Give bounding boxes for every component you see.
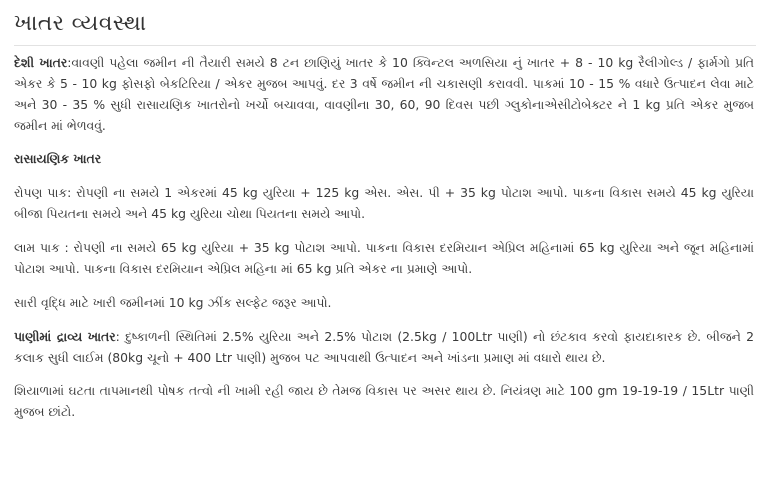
planted-crop-paragraph: રોપણ પાક: રોપણી ના સમયે 1 એકરમાં 45 kg યુરિયા + 125 kg એસ. એસ. પી + 35 kg પોટાશ આપો. પાકના વિકાસ સમયે 45 kg યુરિયા બીજા પિયતના સમયે અને 45 kg યુરિયા ચોથા પિયતના સમયે આપો. xyxy=(14,185,754,221)
chemical-fertilizer-heading: રાસાયણિક ખાતર xyxy=(14,151,102,166)
zinc-sulphate-paragraph: સારી વૃદ્ધિ માટે ખારી જમીનમાં 10 kg ઝીંક સલ્ફેટ જરૂર આપો. xyxy=(14,295,332,310)
soluble-fertilizer-label: પાણીમાં દ્રાવ્ય ખાતર xyxy=(14,329,116,344)
soluble-fertilizer-paragraph xyxy=(14,326,754,368)
page-title: ખાતર વ્યવસ્થા xyxy=(14,11,147,36)
title-divider xyxy=(14,45,756,46)
soluble-fertilizer-text: : દુષ્કાળની સ્થિતિમાં 2.5% યુરિયા અને 2.5% પોટાશ (2.5kg / 100Ltr પાણી) નો છંટકાવ કરવો ફાયદાકારક છે. બીજને 2 કલાક સુધી લાઈમ (80kg ચૂનો + 400 Ltr પાણી) મુજબ પટ આપવાથી ઉત્પાદન અને ખાંડના પ્રમાણ માં વધારો થાય છે. xyxy=(14,329,754,365)
organic-manure-label: દેશી ખાતર xyxy=(14,55,68,70)
organic-manure-paragraph xyxy=(14,52,754,136)
winter-nutrient-paragraph: શિયાળામાં ઘટતા તાપમાનથી પોષક તત્વો ની ખામી રહી જાય છે તેમજ વિકાસ પર અસર થાય છે. નિયંત્રણ માટે 100 gm 19-19-19 / 15Ltr પાણી મુજબ છાંટો. xyxy=(14,383,754,419)
ratoon-crop-paragraph: લામ પાક : રોપણી ના સમયે 65 kg યુરિયા + 35 kg પોટાશ આપો. પાકના વિકાસ દરમિયાન એપ્રિલ મહિનામાં 65 kg યુરિયા અને જૂન મહિનામાં પોટાશ આપો. પાકના વિકાસ દરમિયાન એપ્રિલ મહિના માં 65 kg પ્રતિ એકર ના પ્રમાણે આપો. xyxy=(14,240,754,276)
organic-manure-text: :વાવણી પહેલા જમીન ની તૈયારી સમયે 8 ટન છાણિયું ખાતર કે 10 ક્વિન્ટલ અળસિયા નું ખાતર + 8 - 10 kg રૈલીગોલ્ડ / ફાર્મગો પ્રતિ એકર કે 5 - 10 kg ફોસફો બેકટિરિયા / એકર મુજબ આપવું. દર 3 વર્ષે જમીન ની ચકાસણી કરાવવી. પાકમાં 10 - 15 % વધારે ઉત્પાદન લેવા માટે અને 30 - 35 % સુધી રાસાયણિક ખાતરોનો ખર્ચો બચાવવા, વાવણીના 30, 60, 90 દિવસ પછી ગ્લુકોનાએસીટોબેક્ટર ને 1 kg પ્રતિ એકર મુજબ જમીન માં ભેળવવું. xyxy=(14,55,754,133)
